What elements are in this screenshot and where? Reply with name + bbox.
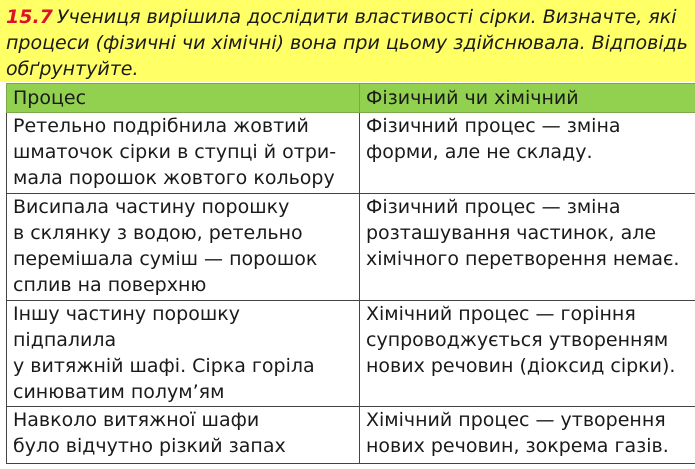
- process-cell: Висипала частину порошку в склянку з водою, ретельно перемішала суміш — порошок сплив на поверхню: [7, 194, 360, 301]
- table-row: [7, 301, 695, 407]
- answer-table: [6, 83, 695, 464]
- type-cell: Хімічний процес — горіння супроводжується утворенням нових речовин (діоксид сірки).: [360, 301, 695, 407]
- table-row: [7, 194, 695, 301]
- table-row: [7, 113, 695, 194]
- process-cell: Іншу частину порошку підпалила у витяжній шафі. Сірка горіла синюватим полум’ям: [7, 301, 360, 407]
- type-cell: Хімічний процес — утворення нових речовин, зокрема газів.: [360, 407, 695, 464]
- header-type: Фізичний чи хімічний: [360, 84, 695, 113]
- table-header-row: [7, 84, 695, 113]
- type-cell: Фізичний процес — зміна форми, але не складу.: [360, 113, 695, 194]
- task-text: Учениця вирішила дослідити властивості сірки. Визначте, які процеси (фізичні чи хімічні) вона при цьому здійснювала. Відповідь обґрунтуйте.: [6, 6, 688, 80]
- task-number: 15.7: [6, 6, 53, 28]
- header-process: Процес: [7, 84, 360, 113]
- type-cell: Фізичний процес — зміна розташування частинок, але хімічного перетворення немає.: [360, 194, 695, 301]
- task-statement: [0, 0, 695, 82]
- process-cell: Ретельно подрібнила жовтий шматочок сірки в ступці й отри- мала порошок жовтого кольору: [7, 113, 360, 194]
- process-cell: Навколо витяжної шафи було відчутно різкий запах: [7, 407, 360, 464]
- table-row: [7, 407, 695, 464]
